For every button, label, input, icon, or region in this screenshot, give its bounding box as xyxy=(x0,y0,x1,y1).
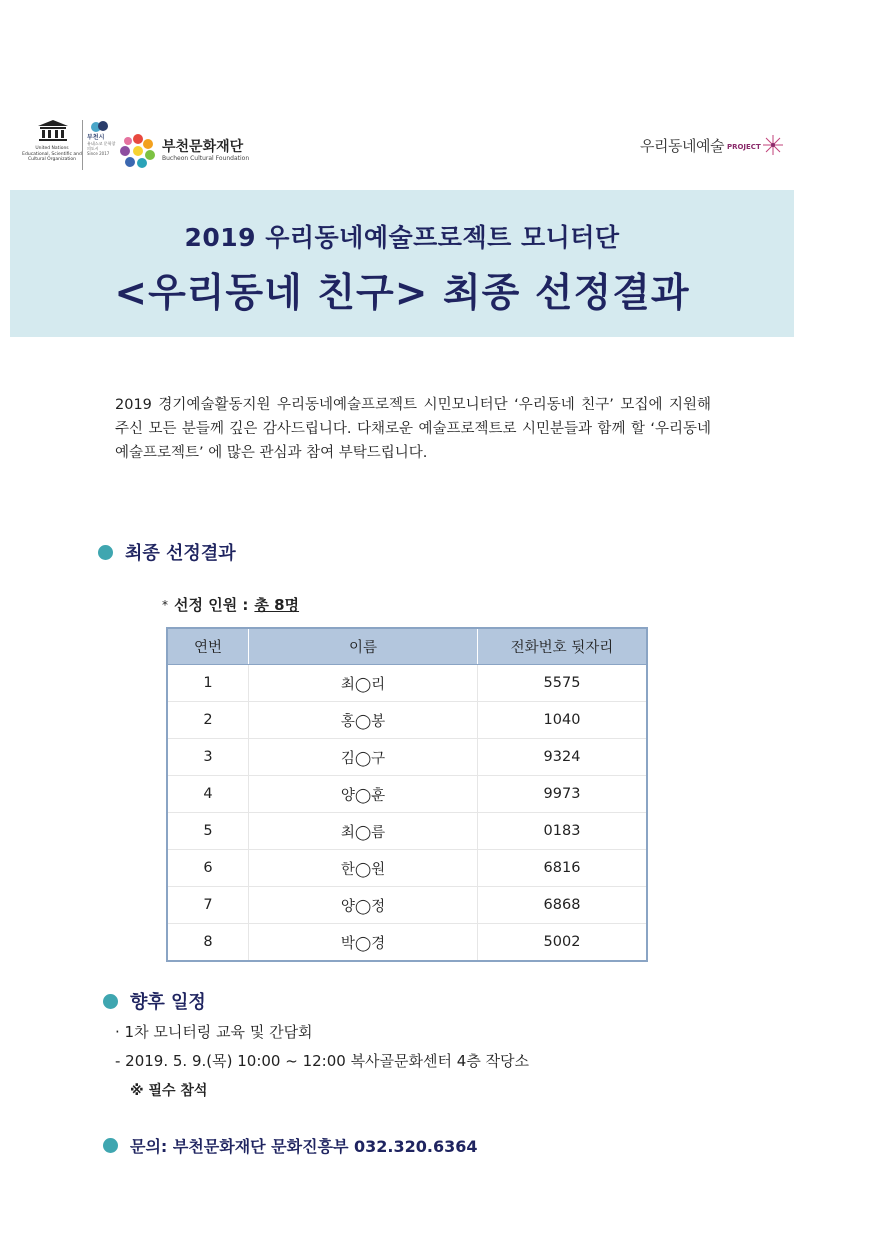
unesco-temple-icon xyxy=(38,120,68,142)
cell-no: 8 xyxy=(167,924,249,962)
schedule-heading-label: 향후 일정 xyxy=(130,992,206,1013)
table-row xyxy=(167,813,647,850)
cell-name: 한◯원 xyxy=(249,850,478,887)
col-header-no: 연번 xyxy=(167,628,249,665)
bullet-dot-icon xyxy=(103,1138,118,1153)
cell-no: 1 xyxy=(167,665,249,702)
unesco-text: United Nations Educational, Scientific and Cultural Organization xyxy=(22,146,82,162)
cell-no: 3 xyxy=(167,739,249,776)
banner-subtitle: 2019 우리동네예술프로젝트 모니터단 xyxy=(184,223,620,252)
cell-no: 6 xyxy=(167,850,249,887)
cell-phone: 6816 xyxy=(478,850,648,887)
unesco-logo xyxy=(22,120,82,166)
city-since: Since 2017 xyxy=(87,151,110,156)
project-logo xyxy=(640,134,784,156)
foundation-name: 부천문화재단 xyxy=(162,139,244,155)
cell-no: 7 xyxy=(167,887,249,924)
cell-name: 박◯경 xyxy=(249,924,478,962)
cell-name: 양◯훈 xyxy=(249,776,478,813)
cell-no: 4 xyxy=(167,776,249,813)
count-label: 선정 인원 : xyxy=(174,596,249,614)
cell-phone: 1040 xyxy=(478,702,648,739)
cell-phone: 0183 xyxy=(478,813,648,850)
contact-info: 문의: 부천문화재단 문화진흥부 032.320.6364 xyxy=(130,1137,478,1156)
schedule-heading xyxy=(103,988,206,1014)
cell-phone: 6868 xyxy=(478,887,648,924)
results-table xyxy=(166,627,648,962)
banner-title: <우리동네 친구> 최종 선정결과 xyxy=(114,271,690,316)
col-header-name: 이름 xyxy=(249,628,478,665)
schedule-item: · 1차 모니터링 교육 및 간담회 xyxy=(115,1023,313,1041)
sparkle-icon xyxy=(762,134,784,156)
cell-phone: 5002 xyxy=(543,934,581,950)
city-emblem-icon xyxy=(90,120,110,134)
cell-name: 양◯정 xyxy=(249,887,478,924)
results-heading xyxy=(98,539,236,565)
table-row xyxy=(167,739,647,776)
cell-no: 2 xyxy=(167,702,249,739)
cell-name: 김◯구 xyxy=(249,739,478,776)
table-row xyxy=(167,776,647,813)
table-header-row xyxy=(167,628,647,665)
city-name: 부천시 xyxy=(87,134,105,141)
foundation-en: Bucheon Cultural Foundation xyxy=(162,155,250,162)
city-sub: 유네스코 문학창의도시 xyxy=(87,141,116,151)
col-header-phone: 전화번호 뒷자리 xyxy=(478,628,648,665)
count-value: 총 8명 xyxy=(254,596,300,614)
asterisk-mark: * xyxy=(162,597,168,612)
cell-name: 홍◯봉 xyxy=(249,702,478,739)
table-row xyxy=(167,702,647,739)
table-row xyxy=(167,850,647,887)
title-banner xyxy=(10,190,794,337)
cell-name: 최◯름 xyxy=(249,813,478,850)
selection-count xyxy=(162,594,299,615)
cell-phone: 9973 xyxy=(478,776,648,813)
foundation-dots-icon xyxy=(120,133,156,169)
table-row xyxy=(167,887,647,924)
schedule-detail: - 2019. 5. 9.(목) 10:00 ~ 12:00 복사골문화센터 4층 작당소 xyxy=(115,1052,530,1070)
bucheon-city-logo xyxy=(82,120,117,170)
results-heading-label: 최종 선정결과 xyxy=(125,543,236,564)
table-row xyxy=(167,924,647,962)
cell-phone: 9324 xyxy=(478,739,648,776)
project-logo-en: PROJECT xyxy=(726,143,761,151)
cell-no: 5 xyxy=(167,813,249,850)
bullet-dot-icon xyxy=(103,994,118,1009)
bullet-dot-icon xyxy=(98,545,113,560)
cell-name: 최◯리 xyxy=(249,665,478,702)
intro-paragraph: 2019 경기예술활동지원 우리동네예술프로젝트 시민모니터단 ‘우리동네 친구’ 모집에 지원해주신 모든 분들께 깊은 감사드립니다. 다채로운 예술프로젝트로 시민분들과 함께 할 ‘우리동네예술프로젝트’ 에 많은 관심과 참여 부탁드립니다. xyxy=(115,397,711,461)
foundation-logo xyxy=(120,130,249,172)
schedule-note: ※ 필수 참석 xyxy=(130,1083,208,1099)
cell-phone: 5575 xyxy=(478,665,648,702)
results-table-wrap xyxy=(166,627,648,962)
contact-heading xyxy=(103,1134,478,1157)
project-logo-kr: 우리동네예술 xyxy=(640,136,724,155)
table-row xyxy=(167,665,647,702)
